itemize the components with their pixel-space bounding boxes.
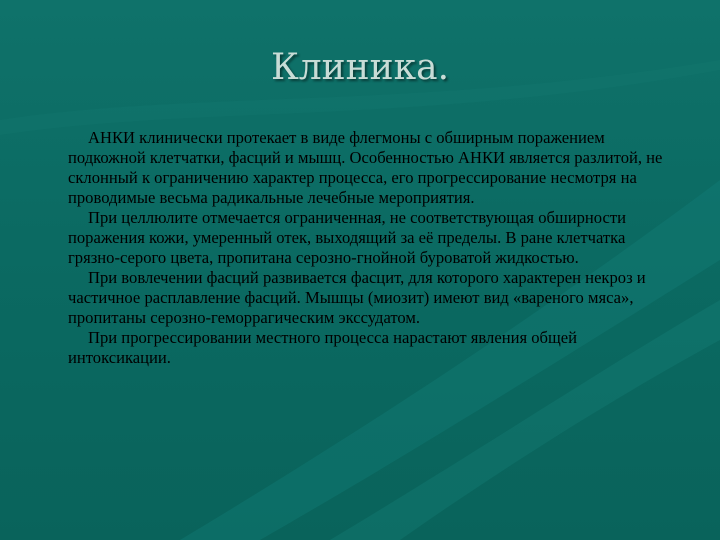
paragraph-intoxication: При прогрессировании местного процесса нарастают явления общей интоксикации.	[68, 328, 577, 367]
slide-body	[68, 128, 680, 368]
paragraph-fasciitis: При вовлечении фасций развивается фасцит, для которого характерен некроз и частичное расплавление фасций. Мышцы (миозит) имеют вид «вареного мяса», пропитаны серозно-геморрагическим экссудатом.	[68, 268, 646, 327]
paragraph-cellulitis: При целлюлите отмечается ограниченная, не соответствующая обширности поражения кожи, умеренный отек, выходящий за её пределы. В ране клетчатка грязно-серого цвета, пропитана серозно-гнойной буроватой жидкостью.	[68, 208, 627, 267]
paragraph-anki: АНКИ клинически протекает в виде флегмоны с обширным поражением подкожной клетчатки, фасций и мышц. Особенностью АНКИ является разлитой, не склонный к ограничению характер процесса, его прогрессирование несмотря на проводимые весьма радикальные лечебные мероприятия.	[68, 128, 663, 207]
slide-title: Клиника.	[270, 47, 450, 88]
